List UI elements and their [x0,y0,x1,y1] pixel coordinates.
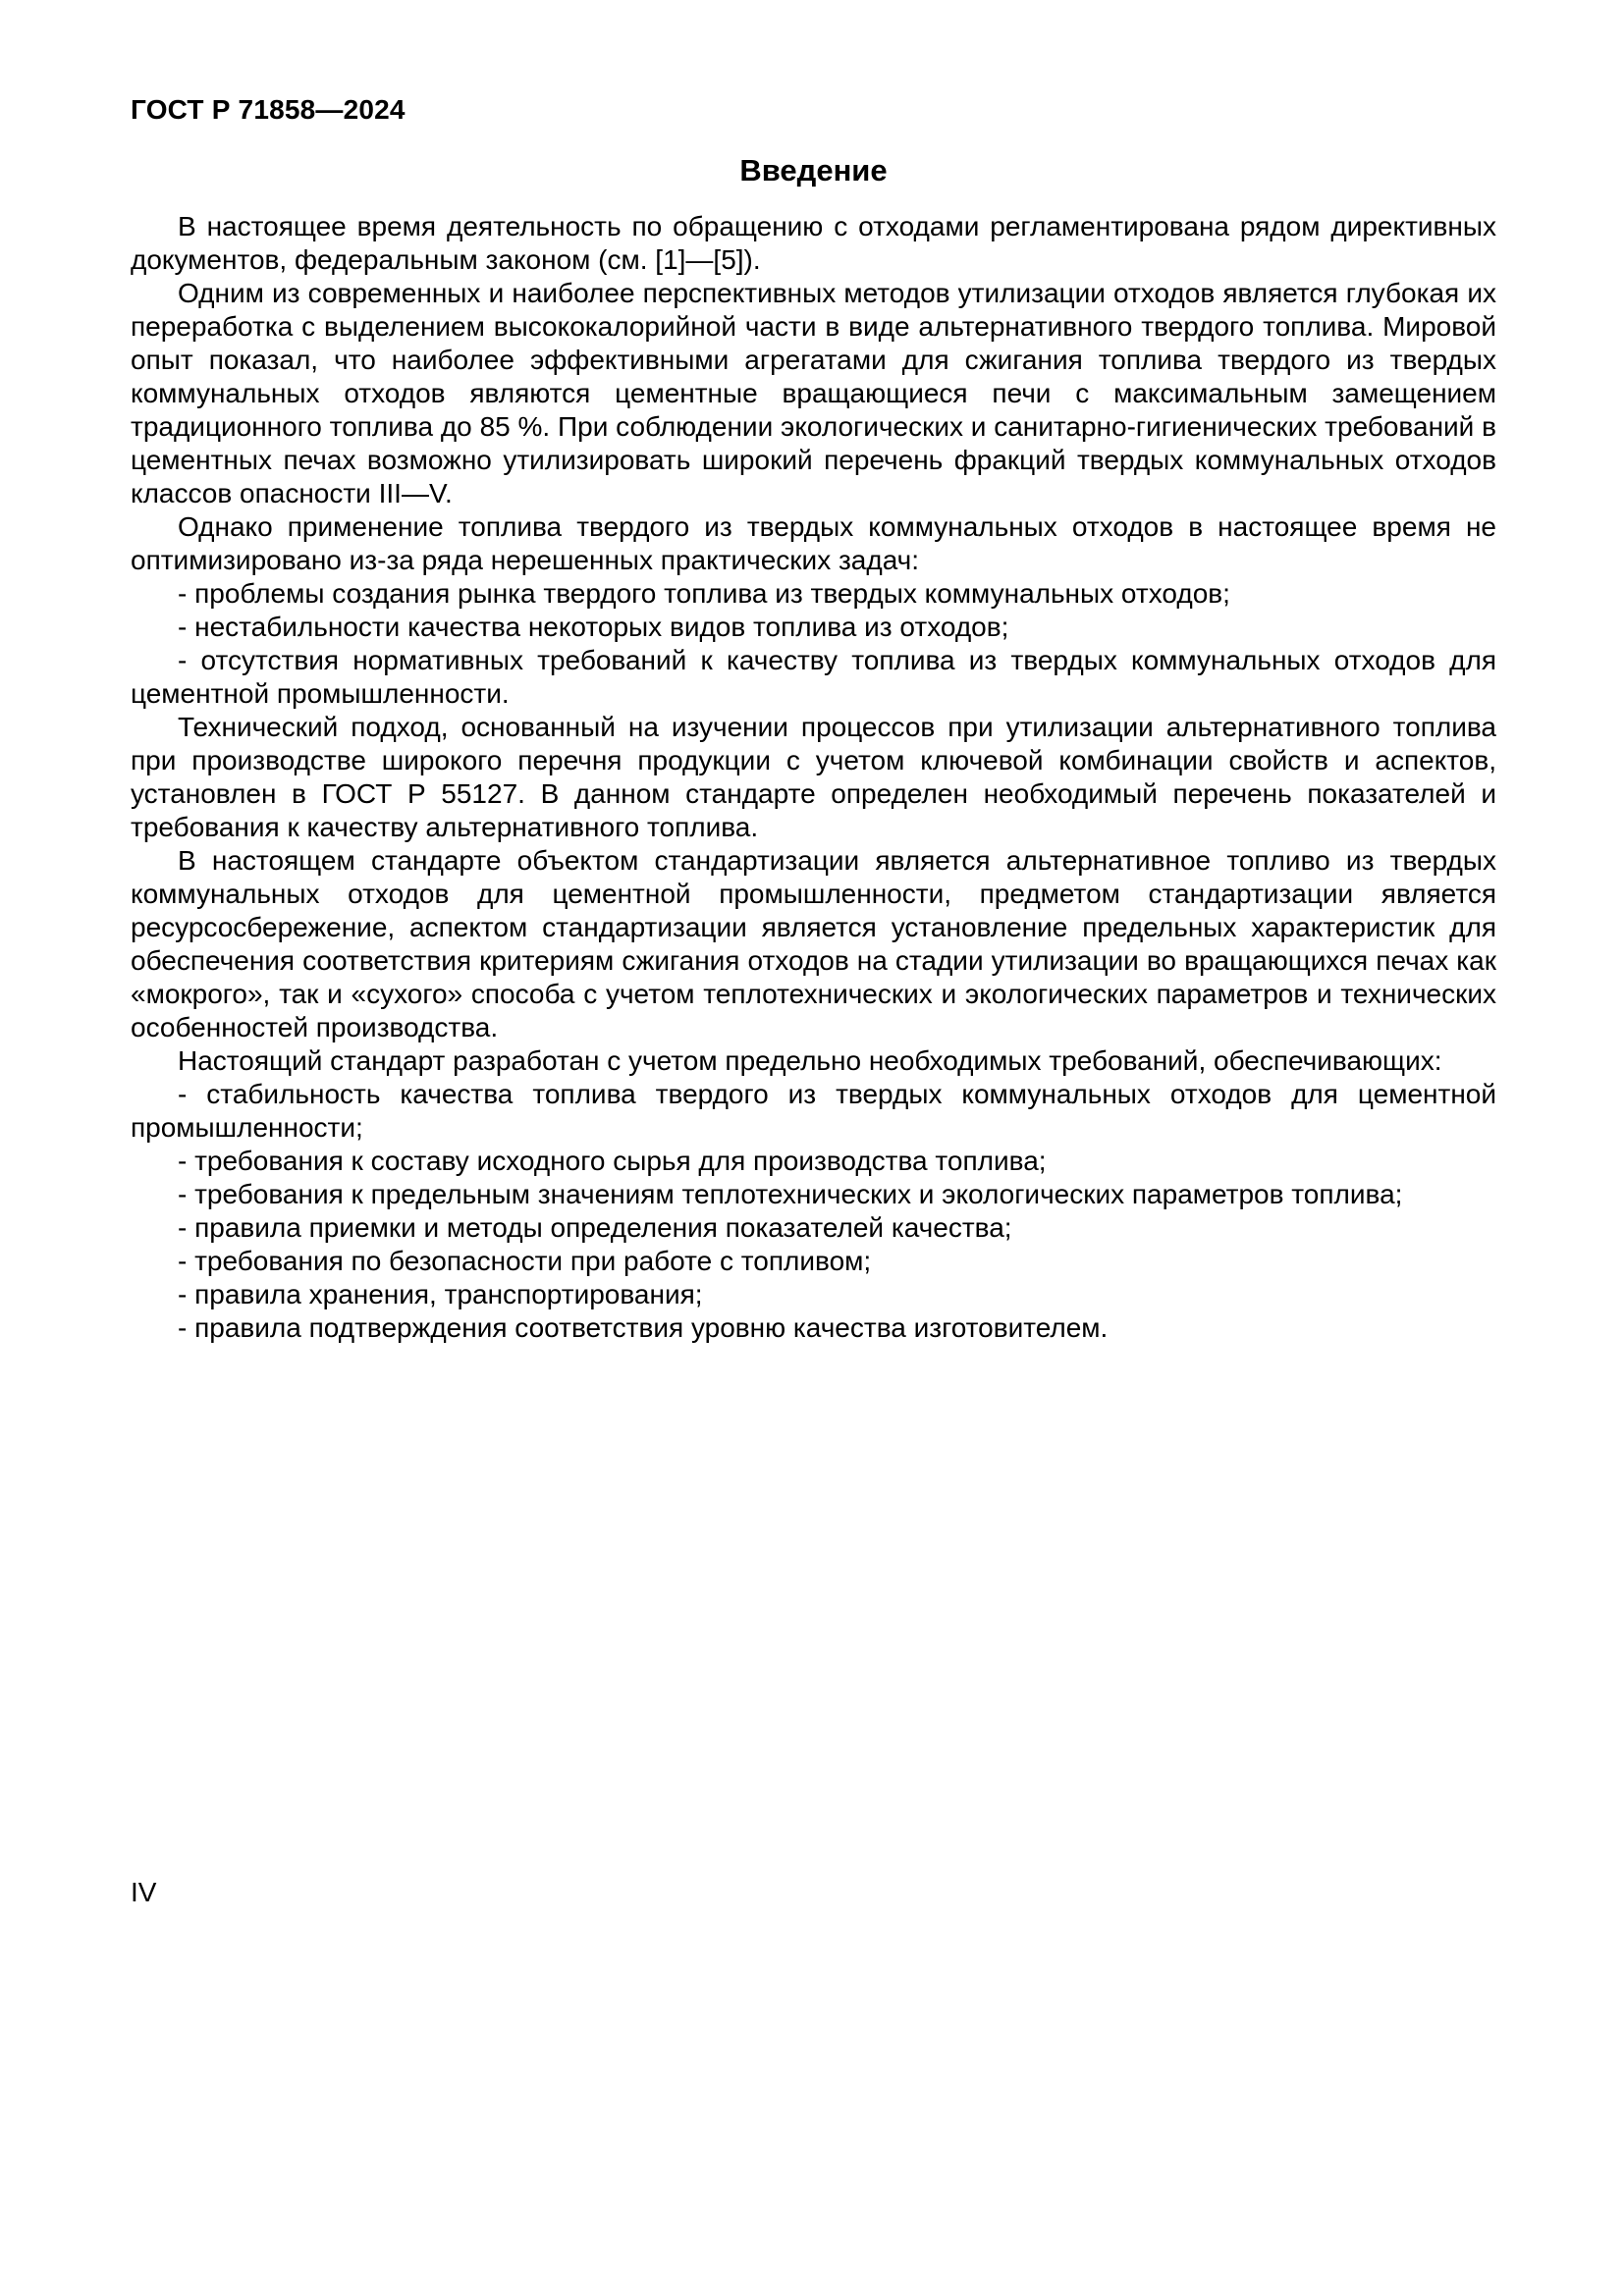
section-title: Введение [739,153,888,187]
list-item: - правила приемки и методы определения показателей качества; [178,1212,1012,1243]
paragraph: Настоящий стандарт разработан с учетом предельно необходимых требований, обеспечивающих: [178,1045,1442,1076]
paragraph: В настоящее время деятельность по обращению с отходами регламентирована рядом директивных документов, федеральным законом (см. [1]—[5]). [131,211,1496,275]
list-item: - нестабильности качества некоторых видов топлива из отходов; [178,612,1009,642]
list-item: - правила подтверждения соответствия уровню качества изготовителем. [178,1312,1109,1343]
list-item: - проблемы создания рынка твердого топлива из твердых коммунальных отходов; [178,578,1230,609]
paragraph: В настоящем стандарте объектом стандартизации является альтернативное топливо из твердых коммунальных отходов для цементной промышленности, предметом стандартизации является ресурсосбережение, аспектом стандартизации является установление предельных характеристик для обеспечения соответствия критериям сжигания отходов на стадии утилизации во вращающихся печах как «мокрого», так и «сухого» способа с учетом теплотехнических и экологических параметров и технических особенностей производства. [131,845,1496,1042]
list-item: - требования к составу исходного сырья для производства топлива; [178,1146,1047,1176]
list-item: - стабильность качества топлива твердого из твердых коммунальных отходов для цементной промышленности; [131,1079,1496,1143]
list-item: - требования к предельным значениям теплотехнических и экологических параметров топлива; [178,1179,1403,1209]
list-item: - отсутствия нормативных требований к качеству топлива из твердых коммунальных отходов для цементной промышленности. [131,645,1496,709]
list-item: - требования по безопасности при работе с топливом; [178,1246,872,1276]
document-code: ГОСТ Р 71858—2024 [131,94,406,125]
paragraph: Однако применение топлива твердого из твердых коммунальных отходов в настоящее время не оптимизировано из-за ряда нерешенных практических задач: [131,511,1496,575]
page-number: IV [131,1877,157,1907]
list-item: - правила хранения, транспортирования; [178,1279,703,1309]
paragraph: Технический подход, основанный на изучении процессов при утилизации альтернативного топлива при производстве широкого перечня продукции с учетом ключевой комбинации свойств и аспектов, установлен в ГОСТ Р 55127. В данном стандарте определен необходимый перечень показателей и требования к качеству альтернативного топлива. [131,712,1496,842]
paragraph: Одним из современных и наиболее перспективных методов утилизации отходов является глубокая их переработка с выделением высококалорийной части в виде альтернативного твердого топлива. Мировой опыт показал, что наиболее эффективными агрегатами для сжигания топлива твердого из твердых коммунальных отходов являются цементные вращающиеся печи с максимальным замещением традиционного топлива до 85 %. При соблюдении экологических и санитарно-гигиенических требований в цементных печах возможно утилизировать широкий перечень фракций твердых коммунальных отходов классов опасности III—V. [131,278,1496,508]
